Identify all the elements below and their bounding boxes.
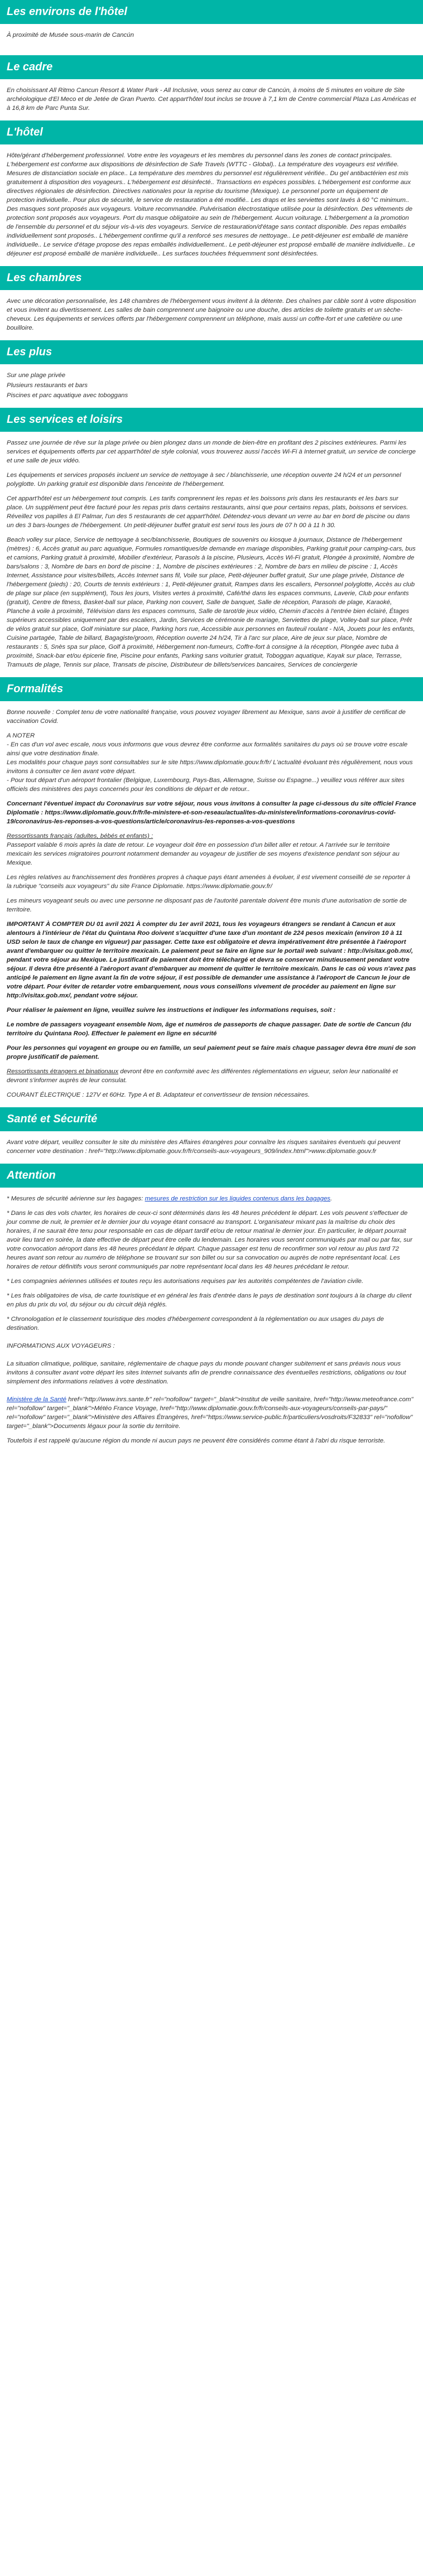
formalites-note-label: A NOTER [7, 732, 35, 739]
services-p3: Cet appart'hôtel est un hébergement tout compris. Les tarifs comprennent les repas et les boissons pris dans les restaurants et les bars sur place. Un supplément peut être facturé pour les repas pris dans certains restaurants, ainsi que pour certains repas, plats, boissons et services. Réveillez vos papilles à El Palmar, l'un des 5 restaurants de cet appart'hôtel. Détendez-vous devant un verre au bar en bord de piscine ou dans un des 3 bars-lounges de l'hébergement. Un petit-déjeuner buffet gratuit est servi tous les jours de 07 h 00 à 11 h 30. [7, 495, 410, 529]
formalites-note-frontalier: - Pour tout départ d'un aéroport frontalier (Belgique, Luxembourg, Pays-Bas, Allemagne, Suisse ou Espagne...) veuillez vous référer aux sites officiels des ministères des pays concernés pour les conditions de départ et de retour.. [7, 777, 405, 793]
attention-p8-links: href="http://www.inrs.sante.fr" rel="nofollow" target="_blank">Institut de veille sanitaire, href="http://www.meteofrance.com" rel="nofollow" target="_blank">Météo France Voyage, href="http://www.diplomatie.gouv.fr/fr/conseils-aux-voyageurs/conseils-par-pays/" rel="nofollow" target="_blank">Ministère des Affaires Étrangères, href="https://www.service-public.fr/particuliers/vosdroits/F32833" rel="nofollow" target="_blank">Documents légaux pour la sortie du territoire. [7, 1396, 414, 1430]
attention-p4: * Les frais obligatoires de visa, de carte touristique et en général les frais d'entrée dans le pays de destination sont toujours à la charge du client en plus du prix du vol, du séjour ou du circuit déjà réglés. [7, 1292, 412, 1308]
formalites-etrangers-label: Ressortissants étrangers et binationaux [7, 1068, 119, 1075]
attention-p1-end: . [330, 1195, 333, 1202]
formalites-p2 [7, 731, 416, 794]
hotel-text: Hôte/gérant d'hébergement professionnel. Votre entre les voyageurs et les membres du personnel dans les zones de contact principales. L'hébergement est conforme aux dispositions de désinfection de Safe Travels (WTTC - Global).. La température des voyageurs est vérifiée. Mesures de distanciation sociale en place.. La température des membres du personnel est régulièrement vérifiée.. Du gel antibactérien est mis gratuitement à disposition des voyageurs.. L'hébergement est désinfecté.. Transactions en espèces possibles. L'hébergement est conforme aux directives régionales de désinfection. Directives nationales pour la reprise du tourisme (Mexique). Le personnel porte un équipement de protection individuelle.. Pour plus de sécurité, le service de restauration a été modifié.. Les draps et les serviettes sont lavés à 60 °C minimum.. Des masques sont proposés aux voyageurs. Voiture recommandée. Pulvérisation électrostatique utilisée pour la désinfection. Des vêtements de protection sont proposés aux voyageurs. Port du masque obligatoire au sein de l'hébergement. Aucun voiturage. L'hébergement a la promotion de l'ensemble du personnel et du séjour vis-à-vis des voyageurs. Service de restauration/d'étage sans contact disponible. Des repas emballés individuellement sont proposés.. L'hébergement confirme qu'il a renforcé ses mesures de nettoyage.. Le petit-déjeuner est emballé de manière individuelle.. Le service d'étage propose des repas emballés individuellement.. Le petit-déjeuner est proposé emballé de manière individuelle.. Le déjeuner est proposé emballé de manière individuelle.. Les surfaces touchées fréquemment sont désinfectées. [7, 152, 415, 257]
formalites-ressortissants-label: Ressortissants français (adultes, bébés et enfants) : [7, 833, 153, 840]
formalites-etrangers [7, 1067, 416, 1085]
formalites-coronavirus: Concernant l'éventuel impact du Coronavirus sur votre séjour, nous vous invitons à consulter la page ci-dessous du site officiel France Diplomatie : https://www.diplomatie.gouv.fr/fr/le-ministere-et-son-reseau/actualites-du-ministere/informations-coronavirus-covid-19/coronavirus-les-reponses-a-vos-questions/article/coronavirus-les-reponses-a-vos-questions [7, 800, 416, 825]
section-title-services: Les services et loisirs [0, 408, 423, 432]
attention-p5: * Chronologation et le classement touristique des modes d'hébergement correspondent à la réglementation ou aux usages du pays de destination. [7, 1316, 384, 1332]
formalites-paiement: Pour réaliser le paiement en ligne, veuillez suivre les instructions et indiquer les informations requises, soit : [7, 1007, 336, 1014]
formalites-ressortissants [7, 832, 416, 867]
section-attention [0, 1164, 423, 1445]
attention-p7: La situation climatique, politique, sanitaire, réglementaire de chaque pays du monde pouvant changer subitement et sans préavis nous vous invitons à consulter avant votre départ les sites Internet suivants afin de prendre connaissance des éventuelles restrictions, obligations ou tout simplement des informations relatives à votre destination. [7, 1361, 406, 1385]
attention-p8 [7, 1395, 416, 1431]
attention-p6: INFORMATIONS AUX VOYAGEURS : [7, 1343, 115, 1349]
formalites-regles: Les règles relatives au franchissement des frontières propres à chaque pays étant amenées à évoluer, il est vivement conseillé de se reporter à la rubrique "conseils aux voyageurs" du site France Diplomatie. https://www.diplomatie.gouv.fr/ [7, 874, 411, 890]
formalites-ressortissants-text: Passeport valable 6 mois après la date de retour. Le voyageur doit être en possession d'un billet aller et retour. A l'arrivée sur le territoire mexicain les services migratoires pourront notamment demander au voyageur de justifier de ses moyens d'existence pendant son séjour au Mexique. [7, 842, 400, 866]
section-body-services [0, 438, 423, 669]
liquides-link[interactable]: mesures de restriction sur les liquides contenus dans les bagages [145, 1195, 330, 1202]
section-body-chambres [0, 297, 423, 332]
section-title-environs: Les environs de l'hôtel [0, 0, 423, 24]
attention-p2: * Dans le cas des vols charter, les horaires de ceux-ci sont déterminés dans les 48 heures précédent le départ. Les vols peuvent s'effectuer de jour comme de nuit, le premier et le dernier jour du voyage étant consacré au transport. L'organisateur mixant pas la maîtrise du choix des horaires, il ne saurait être tenu pour responsable en cas de départ tardif et/ou de retour matinal le dernier jour. En particulier, le départ pourrait avoir lieu tard en soirée, la date effective de départ peut être celle du lendemain. Les horaires vous seront communiqués par mail ou par fax, sur votre convocation aéroport dans les 48 heures précédant le départ. Chaque passager est tenu de reconfirmer son vol retour au plus tard 72 heures avant son retour au numéro de téléphone se trouvant sur son billet ou sur sa convocation ou auprès de notre représentant local. Les horaires de retour définitifs vous seront communiqués par notre représentant local dans les 48 heures précédant le retour. [7, 1210, 412, 1270]
attention-p1 [7, 1194, 416, 1203]
plus-list [7, 371, 416, 400]
section-hotel [0, 120, 423, 258]
formalites-groupe: Pour les personnes qui voyagent en groupe ou en famille, un seul paiement peut se faire mais chaque passager devra être muni de son propre justificatif de paiement. [7, 1045, 416, 1060]
section-title-hotel: L'hôtel [0, 120, 423, 144]
section-sante [0, 1107, 423, 1156]
section-title-formalites: Formalités [0, 677, 423, 701]
formalites-important: IMPORTANT À COMPTER DU 01 avril 2021 À compter du 1er avril 2021, tous les voyageurs étrangers se rendant à Cancun et aux alentours à l'intérieur de l'état du Quintana Roo doivent s'acquitter d'une taxe d'un montant de 224 pesos mexicain (environ 10 à 11 USD selon le taux de change en vigueur) par passager. Cette taxe est obligatoire et devra impérativement être présentée à l'aéroport avant d'embarquer ou quitter le territoire mexicain. Le paiement peut se faire en ligne sur le portail web suivant : http://visitax.gob.mx/, pendant votre séjour au Mexique. Le justificatif de paiement doit être téléchargé et devra se conserver minutieusement pendant votre séjour. Il devra être présenté à l'aéroport avant d'embarquer au moment de quitter le territoire mexicain. Dans le cas où vous n'avez pas anticipé le paiement en ligne avant la fin de votre séjour, il est possible de demander une assistance à l'aéroport de Cancun le jour de votre départ. Pour éviter de retarder votre embarquement, nous vous conseillons vivement de procéder au paiement en ligne sur http://visitax.gob.mx/, pendant votre séjour. [7, 921, 416, 999]
section-body-cadre [0, 86, 423, 113]
attention-p1-label: * Mesures de sécurité aérienne sur les bagages: [7, 1195, 145, 1202]
formalites-courant: COURANT ÉLECTRIQUE : 127V et 60Hz. Type A et B. Adaptateur et convertisseur de tension nécessaires. [7, 1092, 310, 1098]
services-p2: Les équipements et services proposés incluent un service de nettoyage à sec / blanchisserie, une réception ouverte 24 h/24 et un personnel polyglotte. Un parking gratuit est disponible dans l'enceinte de l'hébergement. [7, 472, 401, 488]
section-chambres [0, 266, 423, 332]
section-body-sante [0, 1138, 423, 1156]
section-title-attention: Attention [0, 1164, 423, 1188]
section-environs [0, 0, 423, 40]
section-body-hotel [0, 151, 423, 258]
section-title-chambres: Les chambres [0, 266, 423, 290]
section-formalites [0, 677, 423, 1099]
cadre-text: En choisissant All Ritmo Cancun Resort & Water Park - All Inclusive, vous serez au cœur de Cancún, à moins de 5 minutes en voiture de Site archéologique d'El Meco et de Jetée de Gran Puerto. Cet appart'hôtel tout inclus se trouve à 7,1 km de Centre commercial Plaza Las Américas et à 16,8 km de Parc Punta Sur. [7, 87, 416, 112]
section-title-sante: Santé et Sécurité [0, 1107, 423, 1131]
services-p1: Passez une journée de rêve sur la plage privée ou bien plongez dans un monde de bien-être en profitant des 2 piscines extérieures. Parmi les services et équipements offerts par cet appart'hôtel de style colonial, vous trouverez aussi l'accès Wi-Fi à Internet gratuit, un service de concierge et une salle de jeux vidéo. [7, 440, 416, 464]
formalites-note-escale: - En cas d'un vol avec escale, nous vous informons que vous devrez être conforme aux formalités sanitaires du pays où se trouve votre escale ainsi que votre destination finale. [7, 741, 408, 757]
formalites-p1: Bonne nouvelle : Complet tenu de votre nationalité française, vous pouvez voyager librement au Mexique, sans avoir à justifier de certificat de vaccination Covid. [7, 709, 406, 725]
section-cadre [0, 55, 423, 113]
list-item: Plusieurs restaurants et bars [7, 382, 88, 389]
section-title-cadre: Le cadre [0, 55, 423, 79]
attention-p9: Toutefois il est rappelé qu'aucune région du monde ni aucun pays ne peuvent être considérés comme étant à l'abri du risque terroriste. [7, 1437, 386, 1444]
attention-p3: * Les compagnies aériennes utilisées et toutes reçu les autorisations requises par les autorités compétentes de l'aviation civile. [7, 1278, 364, 1285]
environs-text: À proximité de Musée sous-marin de Cancún [7, 32, 134, 38]
formalites-note-modalites: Les modalités pour chaque pays sont consultables sur le site https://www.diplomatie.gouv.fr/fr/ L'actualité évoluant très régulièrement, nous vous invitons à consulter ce lien avant votre départ. [7, 759, 413, 775]
chambres-text: Avec une décoration personnalisée, les 148 chambres de l'hébergement vous invitent à la détente. Des chaînes par câble sont à votre disposition et vous invitent au divertissement. Les salles de bain comprennent une baignoire ou une douche, des articles de toilette gratuits et un sèche-cheveux. Les équipements et services offerts par l'hébergement comprennent un téléphone, mais aussi un coffre-fort et une cafetière ou une bouilloire. [7, 298, 416, 331]
section-body-attention [0, 1194, 423, 1445]
services-p4: Beach volley sur place, Service de nettoyage à sec/blanchisserie, Boutiques de souvenirs ou kiosque à journaux, Distance de l'hébergement (mètres) : 6, Accès gratuit au parc aquatique, Formules romantiques/de demande en mariage disponibles, Parking gratuit pour camping-cars, bus et camions, Parking gratuit à proximité, Mobilier d'extérieur, Parasols à la piscine, Plusieurs, Accès Wi-Fi gratuit, Plongée à proximité, Nombre de bars/salons : 3, Nombre de bars en bord de piscine : 1, Nombre de piscines extérieures : 2, Nombre de bars en milieu de piscine : 1, Accès Internet, Assistance pour visites/billets, Accès Internet sans fil, Voile sur place, Petit-déjeuner buffet gratuit, Sur une plage privée, Distance de l'hébergement (pieds) : 20, Courts de tennis extérieurs : 1, Petit-déjeuner gratuit, Rampes dans les escaliers, Personnel polyglotte, Accès au club de plage sur place (en supplément), Tous les jours, Visites vertes à proximité, Café/thé dans les espaces communs, Laverie, Club pour enfants (gratuit), Centre de fitness, Basket-ball sur place, Parking non couvert, Salle de banquet, Salle de réception, Parasols de plage, Karaoké, Planche à voile à proximité, Télévision dans les espaces communs, Salle de tarot/de jeux vidéo, Chemin d'accès à l'entrée bien éclairé, Étages supérieurs accessibles uniquement par des escaliers, Jardin, Services de cérémonie de mariage, Serviettes de plage, Volley-ball sur place, Prêt de vélos gratuit sur place, Golf miniature sur place, Parking hors rue, Accessible aux personnes en fauteuil roulant - N/A, Jouets pour les enfants, Cuisine partagée, Table de billard, Bagagiste/groom, Réception ouverte 24 h/24, Tir à l'arc sur place, Aire de jeux sur place, Nombre de restaurants : 5, Snès spa sur place, Golf à proximité, Hébergement non-fumeurs, Coffre-fort à consigne à la réception, Plongée avec tuba à proximité, Snack-bar et/ou épicerie fine, Piscine pour enfants, Parking sans voiturier gratuit, Toboggan aquatique, Kayak sur place, Terrasse, Tramuuts de plage, Tennis sur place, Transats de piscine, Distributeur de billets/services bancaires, Services de conciergerie [7, 537, 416, 668]
formalites-mineurs: Les mineurs voyageant seuls ou avec une personne ne disposant pas de l'autorité parentale doivent être munis d'une autorisation de sortie de territoire. [7, 898, 407, 913]
section-body-formalites [0, 708, 423, 1099]
ministere-sante-link[interactable]: Ministère de la Santé [7, 1396, 67, 1403]
section-title-plus: Les plus [0, 340, 423, 364]
list-item: Sur une plage privée [7, 372, 66, 379]
list-item: Piscines et parc aquatique avec toboggans [7, 392, 128, 399]
formalites-etrangers-text: devront être en conformité avec les différentes réglementations en vigueur, selon leur nationalité et devront s'informer auprès de leur consulat. [7, 1068, 398, 1084]
sante-text: Avant votre départ, veuillez consulter le site du ministère des Affaires étrangères pour connaître les risques sanitaires éventuels qui peuvent concerner votre destination : href="http://www.diplomatie.gouv.fr/fr/conseils-aux-voyageurs_909/index.html">www.diplomatie.gouv.fr [7, 1139, 401, 1155]
section-body-environs [0, 31, 423, 40]
section-services [0, 408, 423, 669]
section-plus [0, 340, 423, 400]
formalites-infos-requises: Le nombre de passagers voyageant ensemble Nom, âge et numéros de passeports de chaque passager. Date de sortie de Cancun (du territoire du Quintana Roo). Effectuer le paiement en ligne en sécurité [7, 1021, 411, 1037]
section-body-plus [0, 371, 423, 400]
